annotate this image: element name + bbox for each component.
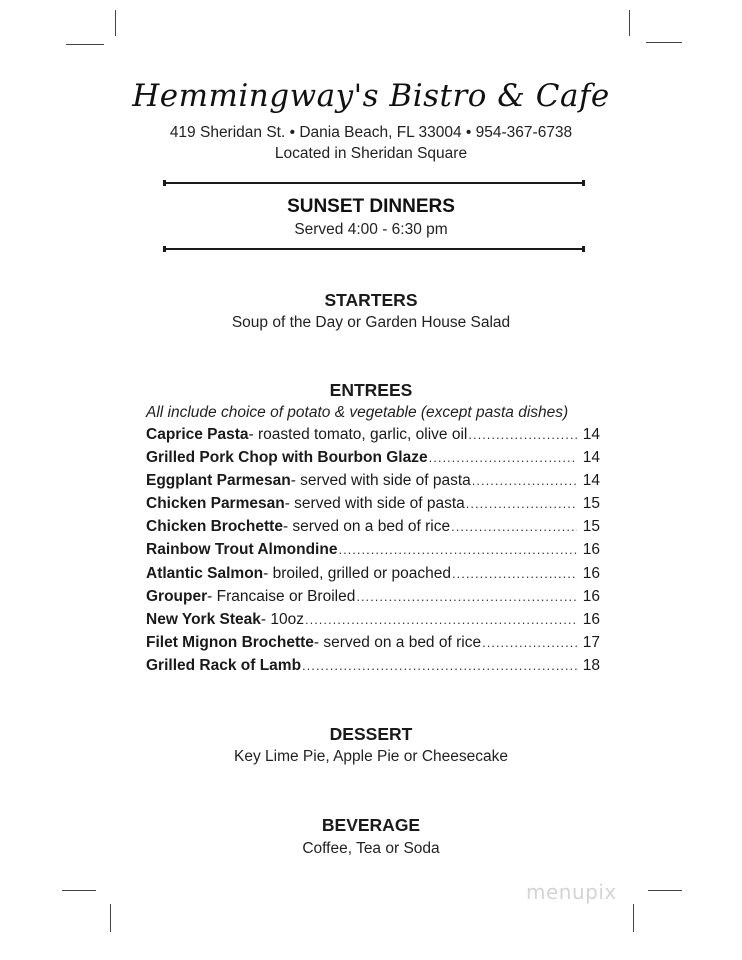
dot-leader [468,427,577,442]
entrees-note: All include choice of potato & vegetable (except pasta dishes) [146,404,569,421]
crop-mark [648,890,682,891]
dot-leader [302,658,577,673]
item-price: 18 [582,656,600,674]
item-desc: - served with side of pasta [290,472,471,490]
crop-mark [66,44,104,45]
restaurant-address: 419 Sheridan St. • Dania Beach, FL 33004 • 954-367-6738 [169,124,573,141]
restaurant-location: Located in Sheridan Square [274,145,468,162]
starters-text: Soup of the Day or Garden House Salad [231,314,511,331]
dot-leader [338,542,577,557]
item-price: 15 [582,518,600,536]
item-price: 17 [582,633,600,651]
menu-item [146,472,600,495]
item-name: Chicken Brochette [146,518,283,536]
item-desc: - roasted tomato, garlic, olive oil [248,426,468,443]
item-desc: - served on a bed of rice [313,633,482,651]
dot-leader [429,450,577,465]
crop-mark [110,904,111,932]
item-name: Rainbow Trout Almondine [146,541,338,559]
menu-item [146,426,600,449]
item-price: 16 [582,610,600,628]
item-price: 16 [582,541,600,559]
item-name: New York Steak [146,610,261,628]
item-desc: - 10oz [260,610,304,628]
crop-mark [115,10,116,36]
item-desc: - served with side of pasta [284,495,465,513]
item-price: 14 [582,472,600,490]
divider-top [164,182,584,184]
dessert-text: Key Lime Pie, Apple Pie or Cheesecake [234,748,508,765]
crop-mark [62,890,96,891]
dot-leader [305,612,577,627]
crop-mark [633,904,634,932]
dot-leader [472,473,577,488]
item-price: 16 [582,564,600,582]
dessert-heading: DESSERT [329,724,413,744]
item-name: Caprice Pasta [146,426,249,443]
item-price: 14 [582,426,600,443]
beverage-heading: BEVERAGE [321,815,421,835]
menu-item [146,541,600,564]
starters-heading: STARTERS [324,290,418,310]
menu-item [146,495,600,518]
item-name: Grouper [146,587,208,605]
item-name: Chicken Parmesan [146,495,285,513]
dot-leader [451,519,577,534]
crop-mark [629,10,630,36]
served-time: Served 4:00 - 6:30 pm [294,221,448,238]
restaurant-name: Hemmingway's Bistro & Cafe [132,78,610,114]
item-price: 16 [582,587,600,605]
menu-item [146,565,600,588]
item-name: Atlantic Salmon [146,564,264,582]
item-name: Grilled Rack of Lamb [146,656,302,674]
dot-leader [466,496,577,511]
dot-leader [452,566,577,581]
menu-item [146,634,600,657]
dot-leader [482,635,577,650]
watermark-logo: menupix [526,880,617,904]
menu-item [146,657,600,680]
item-price: 15 [582,495,600,513]
menu-item [146,611,600,634]
item-desc: - served on a bed of rice [282,518,451,536]
item-name: Eggplant Parmesan [146,472,291,490]
menu-item [146,518,600,541]
beverage-text: Coffee, Tea or Soda [302,840,440,857]
menu-title: SUNSET DINNERS [287,196,455,217]
item-desc: - Francaise or Broiled [207,587,356,605]
item-desc: - broiled, grilled or poached [263,564,451,582]
menu-item [146,449,600,472]
divider-bottom [164,248,584,250]
item-name: Grilled Pork Chop with Bourbon Glaze [146,449,428,467]
menu-item [146,588,600,611]
crop-mark [646,42,682,43]
entrees-heading: ENTREES [329,380,413,400]
item-name: Filet Mignon Brochette [146,633,314,651]
dot-leader [356,589,577,604]
item-price: 14 [582,449,600,467]
entrees-list [146,426,600,680]
